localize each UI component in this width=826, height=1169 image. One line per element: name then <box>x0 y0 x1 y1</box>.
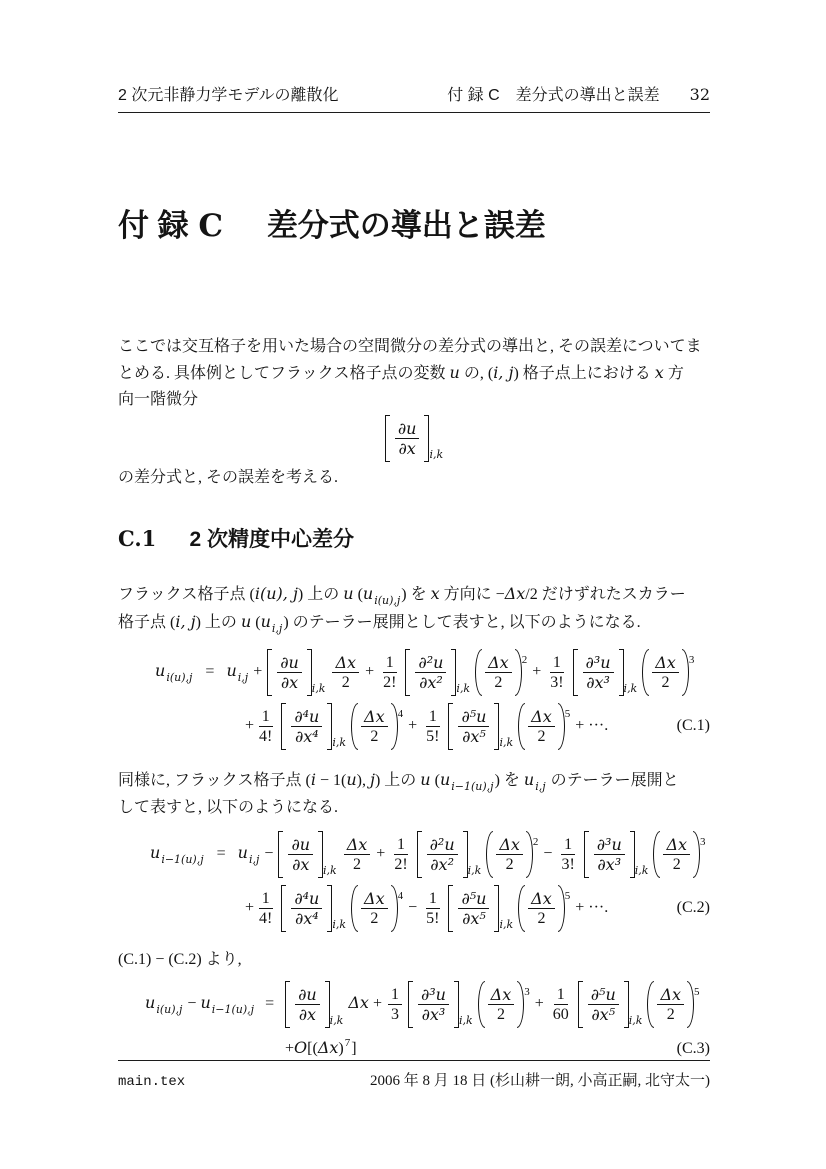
chapter-label: 付 録 <box>118 208 189 243</box>
equation-c1 <box>118 645 710 753</box>
equation-tag: (C.3) <box>676 1040 710 1057</box>
footer-filename: main.tex <box>118 1074 186 1090</box>
paragraph-after-formula: の差分式と, その誤差を考える. <box>118 469 339 486</box>
equation-line: $+O[(\Delta x)^7]$ (C.3) <box>118 1031 710 1067</box>
chapter-letter: C <box>198 208 224 244</box>
equation-line: $u_{i(u),j} = u_{i,j}$ + $\frac{\partial u}{\partial x}$ i,k $\frac{\Delta x}{2}$ + $\frac{1}{2!}$ $\frac{\text{∂²u}}{\text{∂x²}}$ i,k $\frac{\Delta x}{2}$ 2 + $\frac{1}{3!}$ $\frac{\text{∂³u}}{\text{∂x³}}$ i,k $\frac{\Delta x}{2}$ 3 <box>118 645 710 699</box>
paragraph-intro: ここでは交互格子を用いた場合の空間微分の差分式の導出と, その誤差についてま とめる. 具体例としてフラックス格子点の変数 u の, (i, j) 格子点上における x 方 向一階微分 <box>118 338 702 408</box>
paragraph-pre-c3: (C.1) − (C.2) より, <box>118 951 242 968</box>
section-title: 2 次精度中心差分 <box>189 528 355 551</box>
chapter-heading <box>118 206 546 246</box>
equation-c3 <box>118 977 710 1067</box>
footer-date: 2006 年 8 月 18 日 (杉山耕一朗, 小高正嗣, 北守太一) <box>370 1073 710 1089</box>
equation-line: $\frac{\partial u}{\partial x}$ i,k <box>118 413 710 463</box>
equation-tag: (C.1) <box>676 717 710 734</box>
chapter-title: 差分式の導出と誤差 <box>266 208 546 243</box>
header-page-number: 32 <box>689 85 710 104</box>
equation-line: $u_{i(u),j} - u_{i-1(u),j}$ = $\frac{\partial u}{\partial x}$ i,k Δx + $\frac{1}{3}$ $\frac{\text{∂³u}}{\text{∂x³}}$ i,k $\frac{\Delta x}{2}$ 3 + $\frac{1}{60}$ $\frac{\text{∂⁵u}}{\text{∂x⁵}}$ i,k $\frac{\Delta x}{2}$ 5 <box>118 977 710 1031</box>
page-footer <box>118 1060 710 1090</box>
header-appendix-title: 付 録 C 差分式の導出と誤差 <box>447 87 660 104</box>
display-formula <box>118 413 710 463</box>
equation-c2 <box>118 827 710 935</box>
page-body <box>118 334 710 1067</box>
equation-line: + $\frac{1}{4!}$ $\frac{\text{∂⁴u}}{\text{∂x⁴}}$ i,k $\frac{\Delta x}{2}$ 4 − $\frac{1}{5!}$ $\frac{\text{∂⁵u}}{\text{∂x⁵}}$ i,k $\frac{\Delta x}{2}$ 5 + ···. (C.2) <box>118 881 710 935</box>
header-right-group <box>447 82 710 105</box>
section-number: C.1 <box>118 526 157 551</box>
equation-tag: (C.2) <box>676 899 710 916</box>
page-header <box>118 82 710 113</box>
paragraph-section-intro: フラックス格子点 (i(u), j) 上の u $(u_{i(u),j})$ を x 方向に −Δx/2 だけずれたスカラー 格子点 (i, j) 上の u $(u_{i,j})$ のテーラー展開として表すと, 以下のようになる. <box>118 584 686 635</box>
header-left-title: 2 次元非静力学モデルの離散化 <box>118 87 339 104</box>
equation-line: + $\frac{1}{4!}$ $\frac{\text{∂⁴u}}{\text{∂x⁴}}$ i,k $\frac{\Delta x}{2}$ 4 + $\frac{1}{5!}$ $\frac{\text{∂⁵u}}{\text{∂x⁵}}$ i,k $\frac{\Delta x}{2}$ 5 + ···. (C.1) <box>118 699 710 753</box>
paragraph-mid: 同様に, フラックス格子点 (i − 1(u), j) 上の u $(u_{i-1(u),j})$ を $u_{i,j}$ のテーラー展開と して表すと, 以下のようになる. <box>118 770 679 816</box>
equation-line: $u_{i-1(u),j} = u_{i,j}$ − $\frac{\partial u}{\partial x}$ i,k $\frac{\Delta x}{2}$ + $\frac{1}{2!}$ $\frac{\text{∂²u}}{\text{∂x²}}$ i,k $\frac{\Delta x}{2}$ 2 − $\frac{1}{3!}$ $\frac{\text{∂³u}}{\text{∂x³}}$ i,k $\frac{\Delta x}{2}$ 3 <box>118 827 710 881</box>
section-heading <box>118 524 710 555</box>
